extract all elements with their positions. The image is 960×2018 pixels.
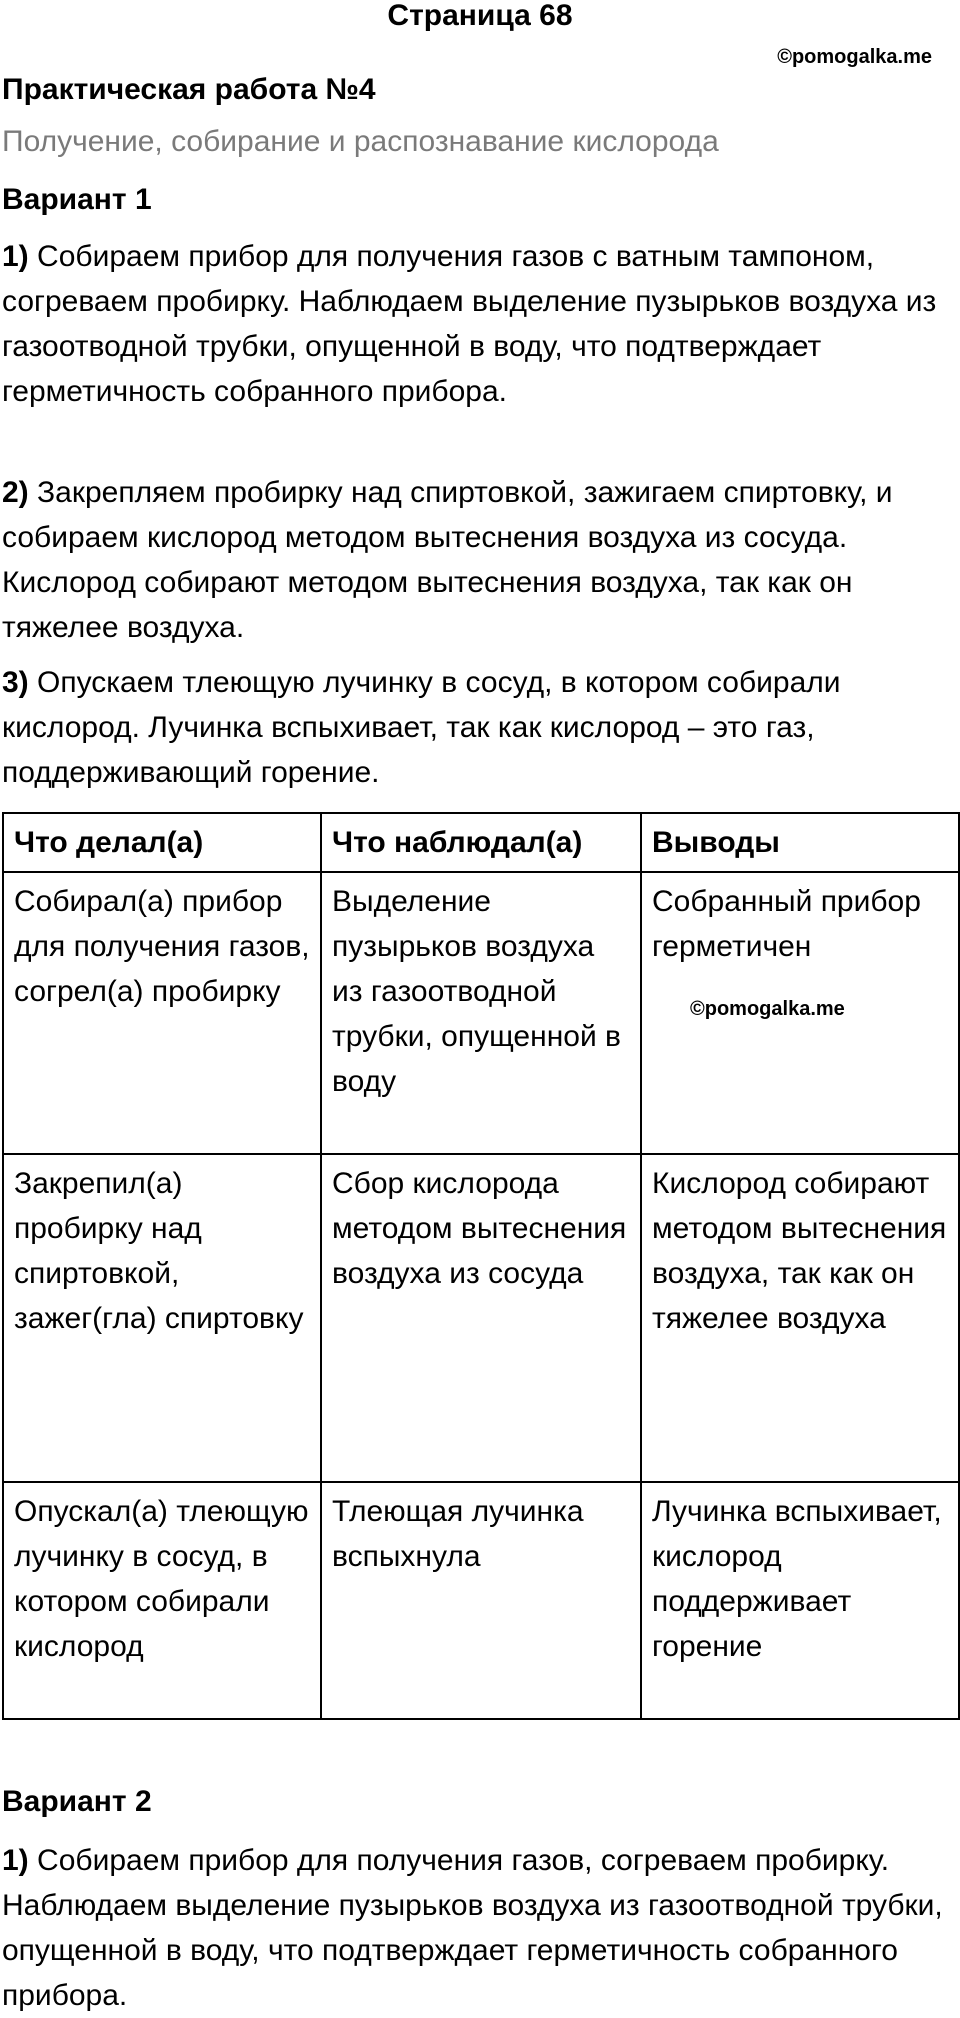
watermark-table: ©pomogalka.me xyxy=(690,998,845,1020)
step-text: Опускаем тлеющую лучинку в сосуд, в котором собирали кислород. Лучинка вспыхивает, так как кислород – это газ, поддерживающий горение. xyxy=(2,666,841,789)
header-what-did: Что делал(а) xyxy=(3,813,321,872)
table-cell: Выделение пузырьков воздуха из газоотводной трубки, опущенной в воду xyxy=(321,872,641,1154)
table-cell: Лучинка вспыхивает, кислород поддерживает горение xyxy=(641,1482,959,1719)
variant-1-title: Вариант 1 xyxy=(2,183,152,216)
table-cell: Кислород собирают методом вытеснения воздуха, так как он тяжелее воздуха xyxy=(641,1154,959,1482)
work-title: Практическая работа №4 xyxy=(2,73,376,106)
step-text: Собираем прибор для получения газов с ватным тампоном, согреваем пробирку. Наблюдаем выделение пузырьков воздуха из газоотводной трубки, опущенной в воду, что подтверждает герметичность собранного прибора. xyxy=(2,240,937,408)
table-row xyxy=(3,1482,959,1719)
table-cell: Собирал(а) прибор для получения газов, согрел(а) пробирку xyxy=(3,872,321,1154)
step-number: 3) xyxy=(2,666,29,699)
variant-2-title: Вариант 2 xyxy=(2,1785,152,1818)
step-number: 1) xyxy=(2,240,29,273)
cell-text: Собранный прибор герметичен xyxy=(652,885,921,963)
page-title: Страница 68 xyxy=(387,0,573,32)
table-row xyxy=(3,872,959,1154)
variant-1-step-3 xyxy=(2,660,952,795)
variant-2-step-1 xyxy=(2,1838,952,2018)
step-number: 2) xyxy=(2,476,29,509)
watermark-top: ©pomogalka.me xyxy=(777,46,932,68)
step-number: 1) xyxy=(2,1844,29,1877)
variant-1-step-2 xyxy=(2,470,952,650)
work-subtitle: Получение, собирание и распознавание кислорода xyxy=(2,125,719,158)
header-what-observed: Что наблюдал(а) xyxy=(321,813,641,872)
table-header-row xyxy=(3,813,959,872)
table-cell: Тлеющая лучинка вспыхнула xyxy=(321,1482,641,1719)
step-text: Собираем прибор для получения газов, согреваем пробирку. Наблюдаем выделение пузырьков воздуха из газоотводной трубки, опущенной в воду, что подтверждает герметичность собранного прибора. xyxy=(2,1844,943,2012)
table-cell: Опускал(а) тлеющую лучинку в сосуд, в котором собирали кислород xyxy=(3,1482,321,1719)
variant-1-step-1 xyxy=(2,234,952,414)
table-cell xyxy=(641,872,959,1154)
step-text: Закрепляем пробирку над спиртовкой, зажигаем спиртовку, и собираем кислород методом вытеснения воздуха из сосуда. Кислород собирают методом вытеснения воздуха, так как он тяжелее воздуха. xyxy=(2,476,893,644)
results-table xyxy=(2,812,960,1720)
table-cell: Сбор кислорода методом вытеснения воздуха из сосуда xyxy=(321,1154,641,1482)
table-cell: Закрепил(а) пробирку над спиртовкой, зажег(гла) спиртовку xyxy=(3,1154,321,1482)
table-row xyxy=(3,1154,959,1482)
header-conclusions: Выводы xyxy=(641,813,959,872)
